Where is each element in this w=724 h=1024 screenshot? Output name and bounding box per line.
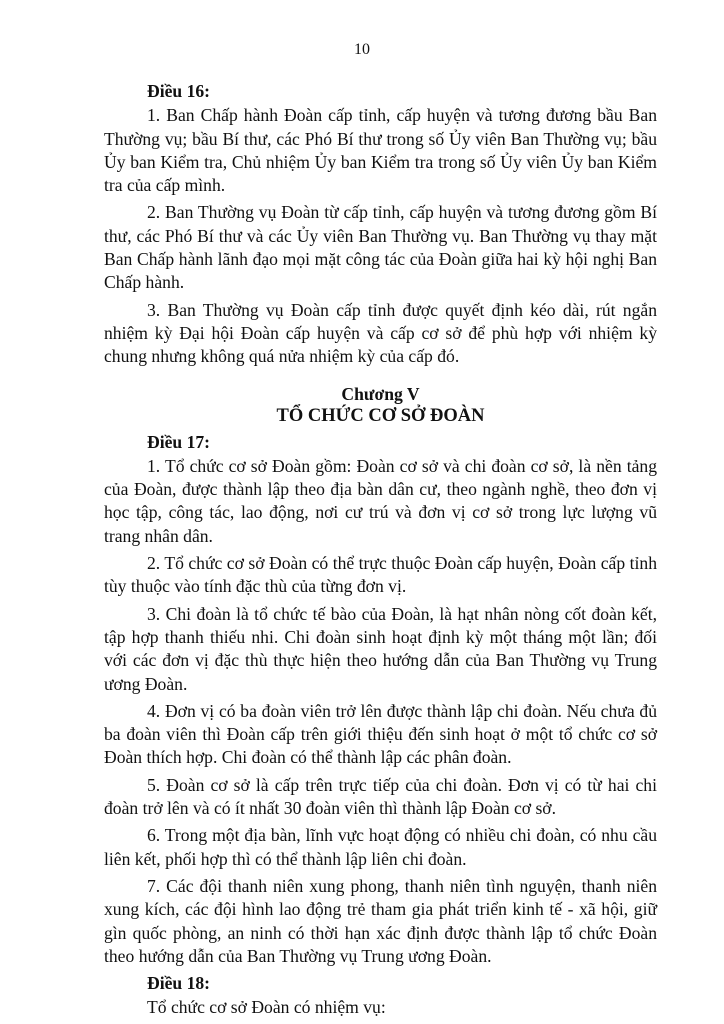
article-17-paragraph-6: 6. Trong một địa bàn, lĩnh vực hoạt động có nhiều chi đoàn, có nhu cầu liên kết, phối hợp thì có thể thành lập liên chi đoàn. <box>104 825 657 869</box>
article-17-paragraph-5: 5. Đoàn cơ sở là cấp trên trực tiếp của chi đoàn. Đơn vị có từ hai chi đoàn trở lên và có ít nhất 30 đoàn viên thì thành lập Đoàn cơ sở. <box>104 774 657 819</box>
chapter-heading <box>104 383 657 427</box>
article-17-paragraph-7: 7. Các đội thanh niên xung phong, thanh niên tình nguyện, thanh niên xung kích, các đội hình lao động trẻ tham gia phát triển kinh tế - xã hội, giữ gìn quốc phòng, an ninh có thời hạn xác định được thành lập tổ chức Đoàn theo hướng dẫn của Ban Thường vụ Trung ương Đoàn. <box>104 875 657 966</box>
article-16-paragraph-1: 1. Ban Chấp hành Đoàn cấp tỉnh, cấp huyện và tương đương bầu Ban Thường vụ; bầu Bí thư, các Phó Bí thư trong số Ủy viên Ban Thường vụ; bầu Ủy ban Kiểm tra, Chủ nhiệm Ủy ban Kiểm tra trong số Ủy viên Ủy ban Kiểm tra của cấp mình. <box>104 105 657 196</box>
chapter-title: TỔ CHỨC CƠ SỞ ĐOÀN <box>276 405 485 426</box>
article-16-heading: Điều 16: <box>147 81 211 101</box>
article-16-paragraph-2: 2. Ban Thường vụ Đoàn từ cấp tỉnh, cấp huyện và tương đương gồm Bí thư, các Phó Bí thư và các Ủy viên Ban Thường vụ. Ban Thường vụ thay mặt Ban Chấp hành lãnh đạo mọi mặt công tác của Đoàn giữa hai kỳ hội nghị Ban Chấp hành. <box>104 202 657 293</box>
article-17-paragraph-4: 4. Đơn vị có ba đoàn viên trở lên được thành lập chi đoàn. Nếu chưa đủ ba đoàn viên thì Đoàn cấp trên giới thiệu đến sinh hoạt ở một tổ chức cơ sở Đoàn thích hợp. Chi đoàn có thể thành lập các phân đoàn. <box>104 700 657 768</box>
page-number: 10 <box>354 41 370 58</box>
article-18-paragraph-1: Tổ chức cơ sở Đoàn có nhiệm vụ: <box>147 997 386 1018</box>
article-18-heading: Điều 18: <box>147 973 211 994</box>
chapter-number: Chương V <box>341 383 420 404</box>
document-body <box>104 80 657 1024</box>
article-17-paragraph-2: 2. Tổ chức cơ sở Đoàn có thể trực thuộc Đoàn cấp huyện, Đoàn cấp tỉnh tùy thuộc vào tính đặc thù của từng đơn vị. <box>104 553 657 597</box>
article-17-heading: Điều 17: <box>147 431 211 452</box>
article-17-paragraph-1: 1. Tổ chức cơ sở Đoàn gồm: Đoàn cơ sở và chi đoàn cơ sở, là nền tảng của Đoàn, được thành lập theo địa bàn dân cư, theo ngành nghề, theo đơn vị học tập, công tác, lao động, nơi cư trú và đơn vị cơ sở trong lực lượng vũ trang nhân dân. <box>104 455 657 546</box>
article-17-paragraph-3: 3. Chi đoàn là tổ chức tế bào của Đoàn, là hạt nhân nòng cốt đoàn kết, tập hợp thanh thiếu nhi. Chi đoàn sinh hoạt định kỳ một tháng một lần; đối với các đơn vị đặc thù thực hiện theo hướng dẫn của Ban Thường vụ Trung ương Đoàn. <box>104 603 657 694</box>
article-16-paragraph-3: 3. Ban Thường vụ Đoàn cấp tỉnh được quyết định kéo dài, rút ngắn nhiệm kỳ Đại hội Đoàn cấp huyện và cấp cơ sở để phù hợp với nhiệm kỳ chung nhưng không quá nửa nhiệm kỳ của cấp đó. <box>104 299 657 367</box>
